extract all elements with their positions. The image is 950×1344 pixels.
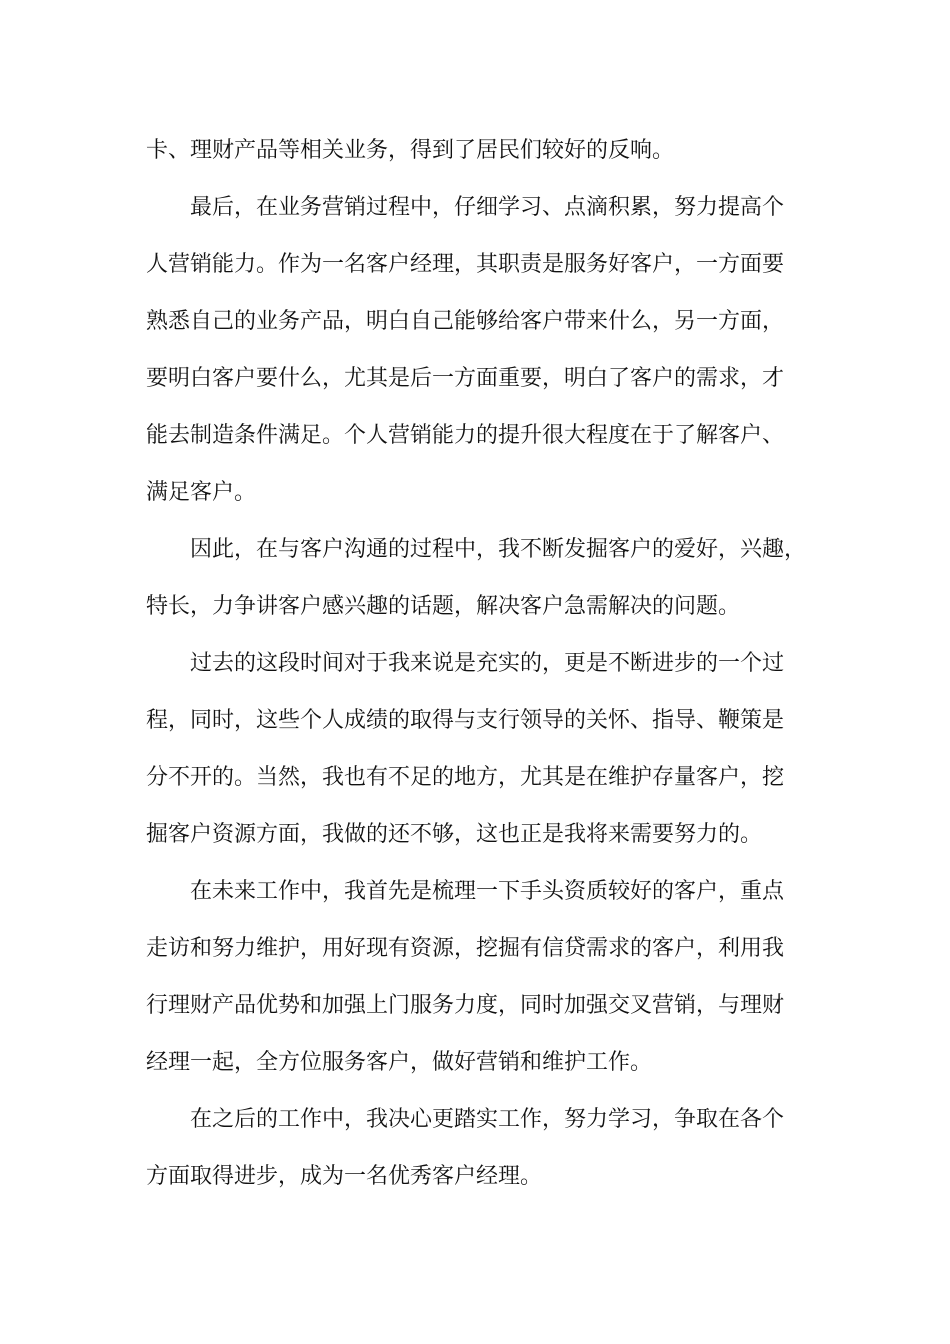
text-line-16: 行理财产品优势和加强上门服务力度，同时加强交叉营销，与理财 (146, 993, 785, 1018)
text-line-2: 最后，在业务营销过程中，仔细学习、点滴积累，努力提高个 (190, 195, 785, 220)
text-line-13: 掘客户资源方面，我做的还不够，这也正是我将来需要努力的。 (146, 822, 763, 847)
text-line-1: 卡、理财产品等相关业务，得到了居民们较好的反响。 (146, 138, 675, 163)
text-line-12: 分不开的。当然，我也有不足的地方，尤其是在维护存量客户，挖 (146, 765, 785, 790)
text-line-5: 要明白客户要什么，尤其是后一方面重要，明白了客户的需求，才 (146, 366, 785, 391)
text-line-6: 能去制造条件满足。个人营销能力的提升很大程度在于了解客户、 (146, 423, 785, 448)
text-line-10: 过去的这段时间对于我来说是充实的，更是不断进步的一个过 (190, 651, 785, 676)
text-line-19: 方面取得进步，成为一名优秀客户经理。 (146, 1164, 543, 1189)
text-line-9: 特长，力争讲客户感兴趣的话题，解决客户急需解决的问题。 (146, 594, 741, 619)
text-line-11: 程，同时，这些个人成绩的取得与支行领导的关怀、指导、鞭策是 (146, 708, 785, 733)
text-line-4: 熟悉自己的业务产品，明白自己能够给客户带来什么，另一方面， (146, 309, 785, 334)
text-line-18: 在之后的工作中，我决心更踏实工作，努力学习，争取在各个 (190, 1107, 785, 1132)
text-line-15: 走访和努力维护，用好现有资源，挖掘有信贷需求的客户，利用我 (146, 936, 785, 961)
text-line-3: 人营销能力。作为一名客户经理，其职责是服务好客户，一方面要 (146, 252, 785, 277)
text-line-8: 因此，在与客户沟通的过程中，我不断发掘客户的爱好，兴趣， (190, 537, 807, 562)
text-line-17: 经理一起，全方位服务客户，做好营销和维护工作。 (146, 1050, 653, 1075)
text-line-14: 在未来工作中，我首先是梳理一下手头资质较好的客户，重点 (190, 879, 785, 904)
text-line-7: 满足客户。 (146, 480, 257, 505)
